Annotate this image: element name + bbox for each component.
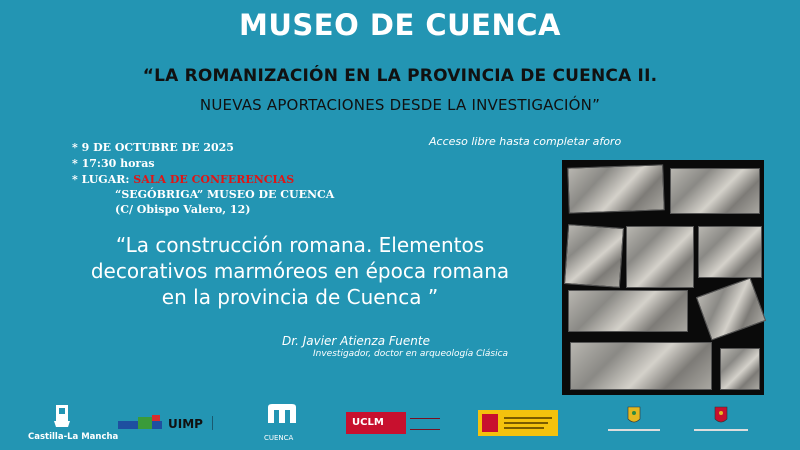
event-date: * 9 DE OCTUBRE DE 2025 — [72, 141, 234, 154]
lecture-title-line: “La construcción romana. Elementos — [115, 233, 485, 257]
speaker-name: Dr. Javier Atienza Fuente — [282, 334, 430, 348]
castilla-la-mancha-label: Castilla-La Mancha — [28, 432, 119, 442]
uclm-label: UCLM — [352, 417, 384, 428]
lecture-title-line: en la provincia de Cuenca ” — [161, 285, 439, 309]
speaker-role: Investigador, doctor en arqueología Clásica — [313, 349, 509, 359]
marble-fragment — [568, 290, 688, 332]
marble-fragments-photo — [562, 160, 764, 395]
place-room: SALA DE CONFERENCIAS — [133, 173, 295, 186]
place-label: * LUGAR: — [72, 173, 134, 186]
marble-fragment — [626, 226, 694, 288]
diputacion-cuenca-logo — [606, 405, 662, 437]
uclm-small-text — [410, 418, 440, 430]
place-museum: “SEGÓBRIGA” MUSEO DE CUENCA — [115, 188, 335, 201]
access-note: Acceso libre hasta completar aforo — [429, 135, 622, 148]
uimp-logo-mark — [118, 413, 164, 435]
marble-fragment — [564, 224, 624, 288]
event-place — [72, 173, 294, 186]
uimp-small-text — [212, 416, 235, 430]
ministerio-text-line — [504, 422, 548, 424]
marble-fragment — [570, 342, 712, 390]
event-time: * 17:30 horas — [72, 157, 155, 170]
ministerio-text-line — [504, 427, 544, 429]
series-title: “LA ROMANIZACIÓN EN LA PROVINCIA DE CUENCA II. — [142, 66, 658, 86]
page-title: MUSEO DE CUENCA — [239, 8, 561, 42]
uimp-label: UIMP — [168, 417, 203, 431]
series-subtitle: NUEVAS APORTACIONES DESDE LA INVESTIGACIÓN” — [199, 96, 601, 114]
lecture-title-line: decorativos marmóreos en época romana — [90, 259, 510, 283]
place-address: (C/ Obispo Valero, 12) — [115, 203, 251, 216]
marble-fragment — [696, 277, 766, 340]
uclm-logo — [346, 412, 406, 434]
ayuntamiento-cuenca-logo — [690, 405, 752, 437]
marble-fragment — [698, 226, 762, 278]
castilla-la-mancha-logo — [52, 403, 72, 429]
museo-cuenca-label: CUENCA — [264, 434, 294, 442]
marble-fragment — [720, 348, 760, 390]
spain-shield-icon — [482, 414, 498, 432]
ministerio-logo — [478, 410, 558, 436]
museo-cuenca-logo — [266, 403, 298, 425]
ministerio-text-line — [504, 417, 552, 419]
marble-fragment — [567, 164, 665, 213]
marble-fragment — [670, 168, 760, 214]
lecture-title — [40, 232, 560, 310]
